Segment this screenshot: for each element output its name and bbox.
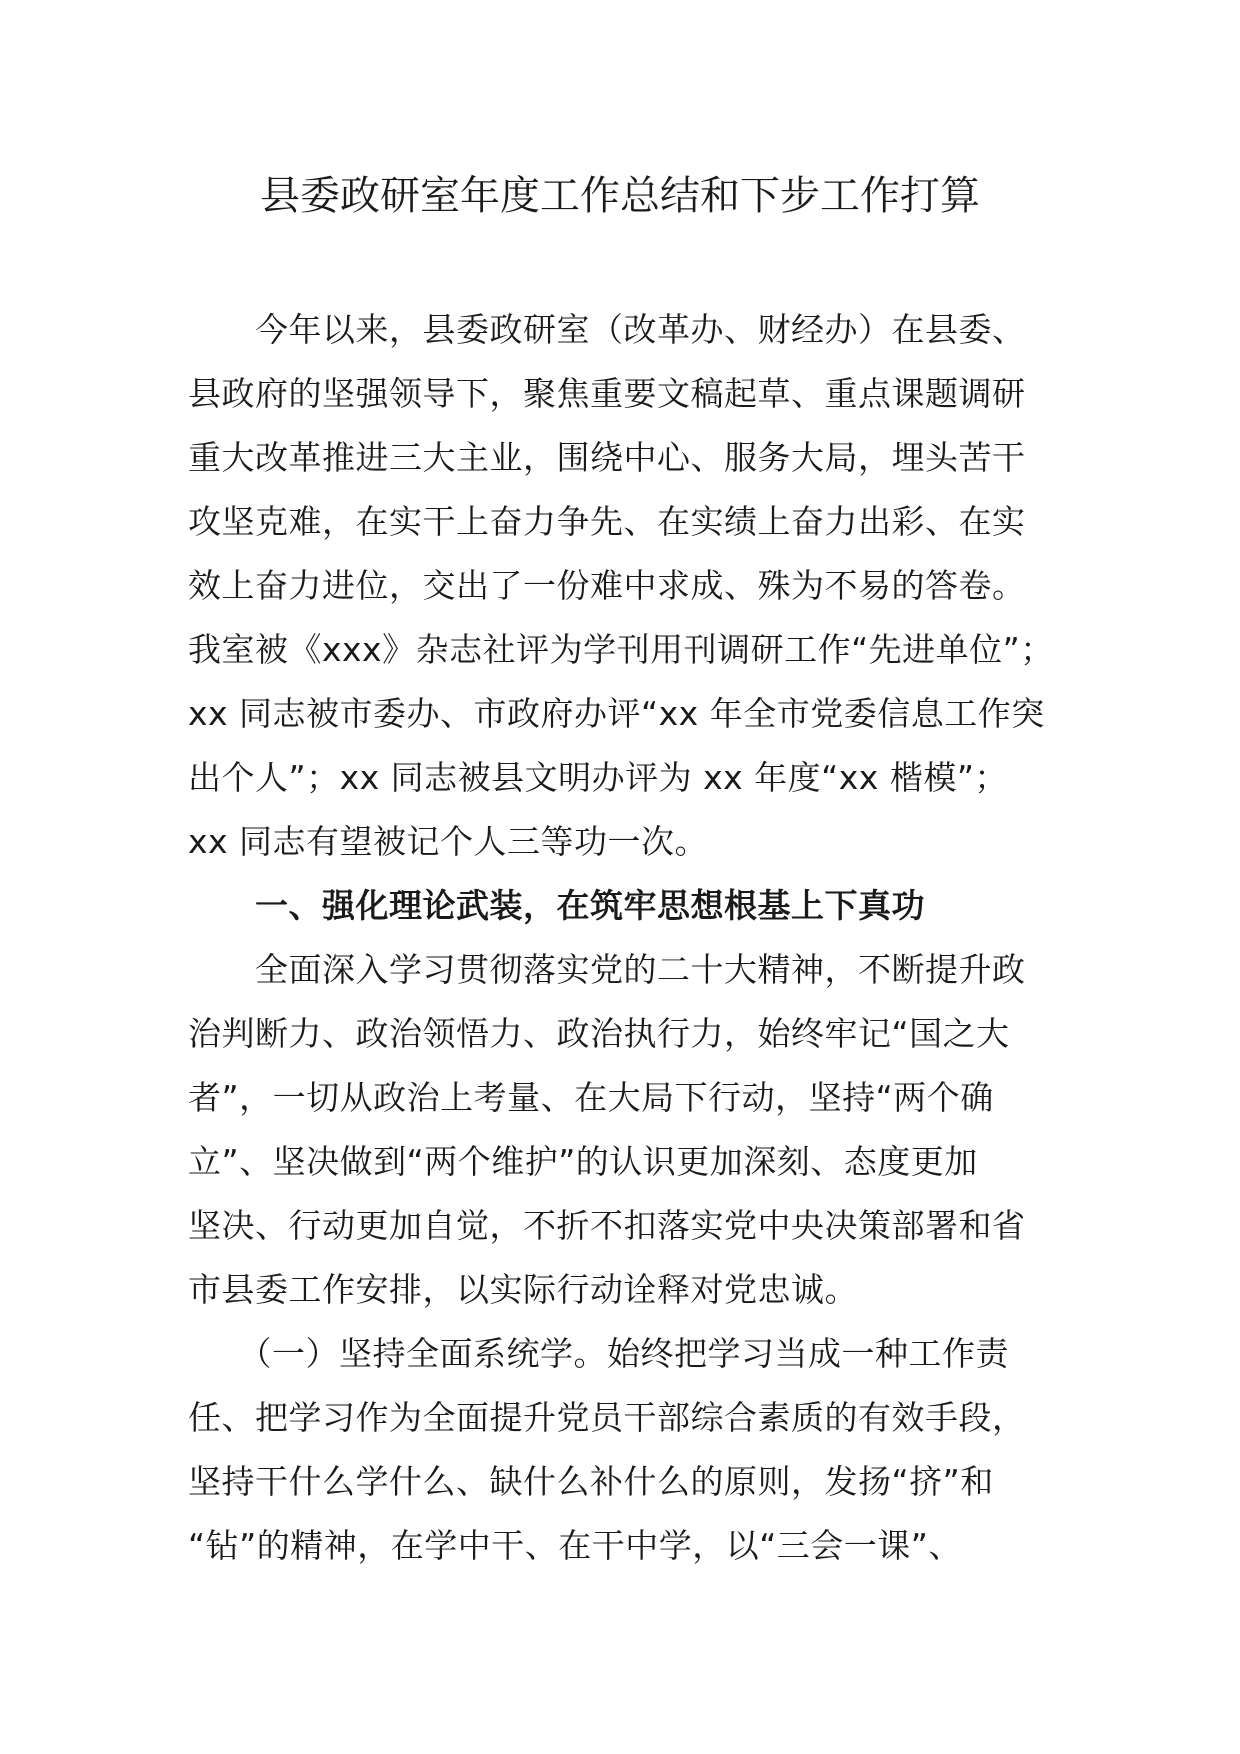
paragraph-line: 全面深入学习贯彻落实党的二十大精神，不断提升政 [188,950,1026,989]
paragraph-line: 攻坚克难，在实干上奋力争先、在实绩上奋力出彩、在实 [188,502,1026,541]
paragraph-line: 任、把学习作为全面提升党员干部综合素质的有效手段， [188,1398,1026,1437]
paragraph-line: 市县委工作安排，以实际行动诠释对党忠诚。 [188,1270,858,1309]
paragraph-line: 治判断力、政治领悟力、政治执行力，始终牢记“国之大 [188,1014,1010,1053]
paragraph-line: “钻”的精神，在学中干、在干中学，以“三会一课”、 [188,1526,962,1565]
paragraph-line: xx 同志被市委办、市政府办评“xx 年全市党委信息工作突 [188,694,1045,733]
paragraph-line: 效上奋力进位，交出了一份难中求成、殊为不易的答卷。 [188,566,1026,605]
paragraph-line: 坚持干什么学什么、缺什么补什么的原则，发扬“挤”和 [188,1462,994,1501]
paragraph-line: 立”、坚决做到“两个维护”的认识更加深刻、态度更加 [188,1142,978,1181]
paragraph-line: 我室被《xxx》杂志社评为学刊用刊调研工作“先进单位”； [188,630,1054,669]
paragraph-line: 坚决、行动更加自觉，不折不扣落实党中央决策部署和省 [188,1206,1026,1245]
paragraph-line: 者”，一切从政治上考量、在大局下行动，坚持“两个确 [188,1078,994,1117]
paragraph-line: xx 同志有望被记个人三等功一次。 [188,822,709,861]
paragraph-line: 今年以来，县委政研室（改革办、财经办）在县委、 [188,310,1026,349]
document-title: 县委政研室年度工作总结和下步工作打算 [260,173,980,219]
paragraph-line: （一）坚持全面系统学。始终把学习当成一种工作责 [188,1334,1009,1373]
paragraph-line: 县政府的坚强领导下，聚焦重要文稿起草、重点课题调研 [188,374,1026,413]
paragraph-line: 重大改革推进三大主业，围绕中心、服务大局，埋头苦干 [188,438,1026,477]
section-heading: 一、强化理论武装，在筑牢思想根基上下真功 [188,886,925,925]
paragraph-line: 出个人”；xx 同志被县文明办评为 xx 年度“xx 楷模”； [188,758,1008,797]
